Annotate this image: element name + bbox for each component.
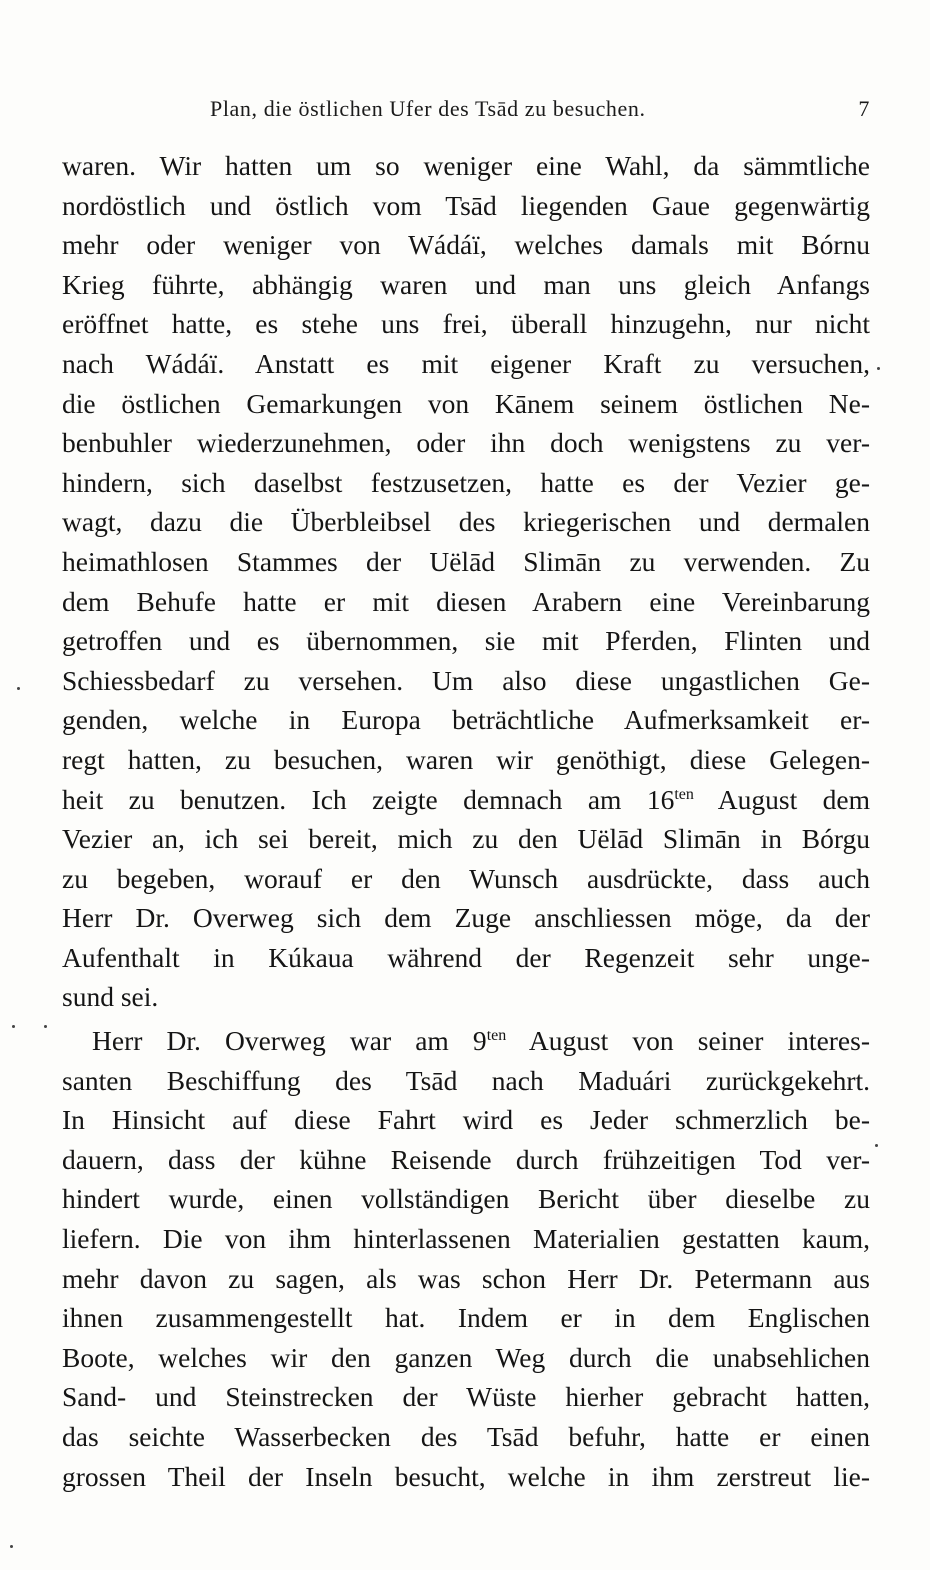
text-line: eröffnet hatte, es stehe uns frei, überall hinzugehn, nur nicht — [62, 308, 870, 340]
text-line: mehr oder weniger von Wádáï, welches damals mit Bórnu — [62, 229, 870, 261]
text-line: Schiessbedarf zu versehen. Um also diese ungastlichen Ge- — [62, 664, 870, 696]
text-line: In Hinsicht auf diese Fahrt wird es Jeder schmerzlich be- — [62, 1104, 870, 1136]
text-line: genden, welche in Europa beträchtliche Aufmerksamkeit er- — [62, 704, 870, 736]
paragraph-1 — [62, 146, 870, 1017]
running-head — [62, 96, 870, 126]
text-line: dem Behufe hatte er mit diesen Arabern eine Vereinbarung — [62, 585, 870, 617]
text-line: liefern. Die von ihm hinterlassenen Materialien gestatten kaum, — [62, 1223, 870, 1255]
page-number: 7 — [858, 96, 870, 121]
text-line: Vezier an, ich sei bereit, mich zu den Uëlād Slimān in Bórgu — [62, 823, 870, 855]
text-line: regt hatten, zu besuchen, waren wir genöthigt, diese Gelegen- — [62, 743, 870, 775]
body-text — [62, 146, 870, 1496]
text-line: Boote, welches wir den ganzen Weg durch die unabsehlichen — [62, 1341, 870, 1373]
superscript: ten — [486, 1027, 507, 1045]
text-line: nach Wádáï. Anstatt es mit eigener Kraft zu versuchen, — [62, 347, 870, 379]
paragraph-2 — [62, 1021, 870, 1496]
text-line: Krieg führte, abhängig waren und man uns gleich Anfangs — [62, 268, 870, 300]
text-line-date — [62, 780, 870, 820]
running-title: Plan, die östlichen Ufer des Tsād zu besuchen. — [210, 96, 646, 121]
text-line: getroffen und es übernommen, sie mit Pferden, Flinten und — [62, 625, 870, 657]
print-speck — [877, 367, 880, 370]
text-line: heimathlosen Stammes der Uëlād Slimān zu verwenden. Zu — [62, 545, 870, 577]
text-line: Sand- und Steinstrecken der Wüste hierher gebracht hatten, — [62, 1381, 870, 1413]
text-line: sund sei. — [62, 981, 159, 1013]
line-start: heit zu benutzen. Ich zeigte demnach am 16 — [62, 783, 675, 815]
text-line: hindern, sich daselbst festzusetzen, hatte es der Vezier ge- — [62, 466, 870, 498]
superscript: ten — [674, 785, 694, 803]
text-line: dauern, dass der kühne Reisende durch frühzeitigen Tod ver- — [62, 1143, 870, 1175]
text-line: mehr davon zu sagen, als was schon Herr Dr. Petermann aus — [62, 1262, 870, 1294]
print-speck — [10, 1545, 13, 1548]
text-line: zu begeben, worauf er den Wunsch ausdrückte, dass auch — [62, 862, 870, 894]
print-speck — [44, 1025, 47, 1028]
text-line: ihnen zusammengestellt hat. Indem er in dem Englischen — [62, 1302, 870, 1334]
text-line: Herr Dr. Overweg sich dem Zuge anschliessen möge, da der — [62, 902, 870, 934]
print-speck — [12, 1025, 15, 1028]
line-end: August von seiner interes- — [506, 1025, 870, 1057]
line-start: Herr Dr. Overweg war am 9 — [92, 1025, 487, 1057]
text-line: nordöstlich und östlich vom Tsād liegenden Gaue gegenwärtig — [62, 189, 870, 221]
print-speck — [17, 687, 20, 690]
text-line: Aufenthalt in Kúkaua während der Regenzeit sehr unge- — [62, 941, 870, 973]
text-line: hindert wurde, einen vollständigen Bericht über dieselbe zu — [62, 1183, 870, 1215]
text-line: wagt, dazu die Überbleibsel des kriegerischen und dermalen — [62, 506, 870, 538]
text-line: waren. Wir hatten um so weniger eine Wahl, da sämmtliche — [62, 150, 870, 181]
text-line: santen Beschiffung des Tsād nach Maduári zurückgekehrt. — [62, 1064, 870, 1096]
text-line: das seichte Wasserbecken des Tsād befuhr, hatte er einen — [62, 1421, 870, 1452]
text-line: grossen Theil der Inseln besucht, welche in ihm zerstreut lie- — [62, 1460, 870, 1492]
text-line: benbuhler wiederzunehmen, oder ihn doch wenigstens zu ver- — [62, 427, 870, 459]
line-end: August dem — [693, 783, 870, 815]
text-line-date — [62, 1021, 870, 1061]
print-speck — [875, 1144, 878, 1147]
text-line: die östlichen Gemarkungen von Kānem seinem östlichen Ne- — [62, 387, 870, 419]
